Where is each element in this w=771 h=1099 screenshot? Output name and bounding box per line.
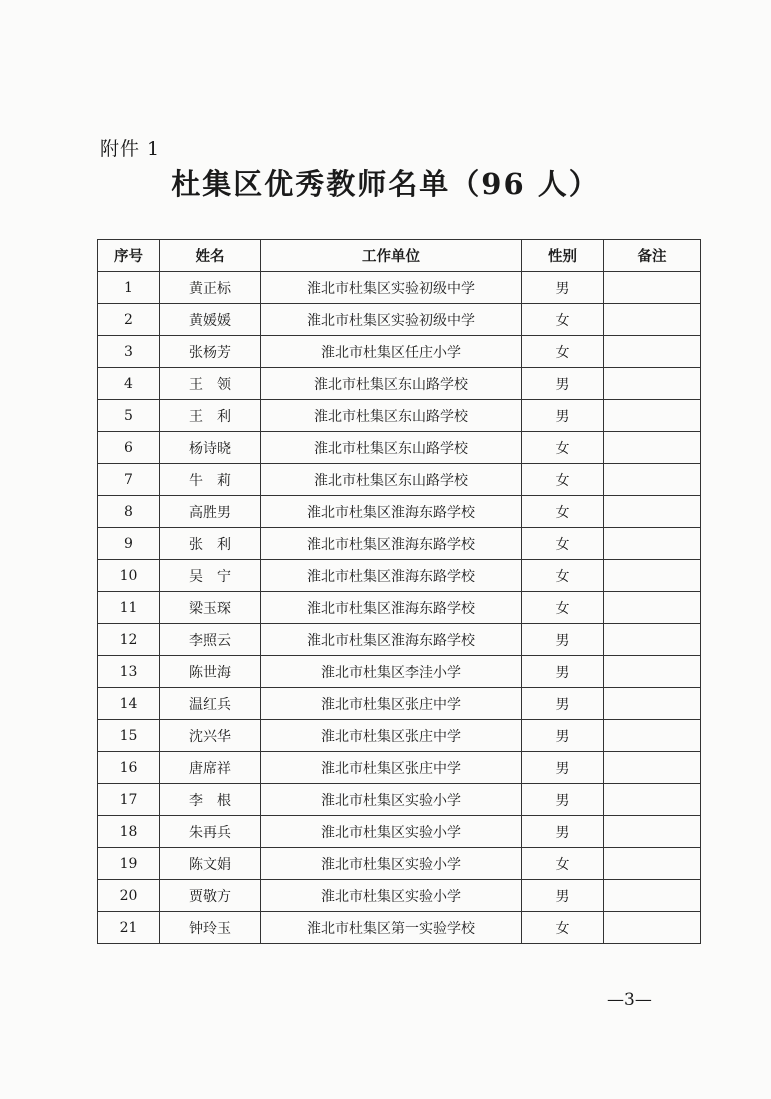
cell-work-unit: 淮北市杜集区东山路学校 [261,464,522,496]
table-row [98,592,701,624]
cell-work-unit: 淮北市杜集区实验初级中学 [261,304,522,336]
table-row [98,720,701,752]
table-row [98,464,701,496]
cell-gender: 女 [522,432,604,464]
table-row [98,880,701,912]
cell-remarks [604,464,701,496]
cell-serial-number: 1 [98,272,160,304]
cell-work-unit: 淮北市杜集区东山路学校 [261,368,522,400]
cell-work-unit: 淮北市杜集区淮海东路学校 [261,528,522,560]
cell-serial-number: 16 [98,752,160,784]
cell-serial-number: 3 [98,336,160,368]
table-row [98,336,701,368]
cell-work-unit: 淮北市杜集区淮海东路学校 [261,624,522,656]
cell-name: 杨诗晓 [160,432,261,464]
cell-gender: 男 [522,272,604,304]
cell-gender: 男 [522,752,604,784]
cell-serial-number: 19 [98,848,160,880]
cell-serial-number: 7 [98,464,160,496]
cell-remarks [604,816,701,848]
cell-name: 王 领 [160,368,261,400]
cell-serial-number: 21 [98,912,160,944]
cell-serial-number: 5 [98,400,160,432]
cell-name: 张杨芳 [160,336,261,368]
cell-remarks [604,784,701,816]
cell-work-unit: 淮北市杜集区实验小学 [261,784,522,816]
table-row [98,560,701,592]
cell-work-unit: 淮北市杜集区实验小学 [261,880,522,912]
cell-work-unit: 淮北市杜集区第一实验学校 [261,912,522,944]
cell-work-unit: 淮北市杜集区淮海东路学校 [261,560,522,592]
cell-gender: 女 [522,848,604,880]
cell-name: 李照云 [160,624,261,656]
cell-gender: 男 [522,816,604,848]
cell-work-unit: 淮北市杜集区张庄中学 [261,720,522,752]
cell-serial-number: 9 [98,528,160,560]
cell-name: 唐席祥 [160,752,261,784]
cell-serial-number: 4 [98,368,160,400]
cell-name: 梁玉琛 [160,592,261,624]
document-title: 杜集区优秀教师名单（96 人） [171,167,600,201]
cell-serial-number: 17 [98,784,160,816]
cell-gender: 女 [522,528,604,560]
table-row [98,752,701,784]
cell-name: 高胜男 [160,496,261,528]
cell-gender: 男 [522,720,604,752]
teacher-roster-table [97,239,701,944]
cell-remarks [604,368,701,400]
cell-gender: 男 [522,624,604,656]
cell-serial-number: 15 [98,720,160,752]
cell-name: 吴 宁 [160,560,261,592]
cell-gender: 女 [522,304,604,336]
cell-work-unit: 淮北市杜集区李洼小学 [261,656,522,688]
cell-remarks [604,336,701,368]
header-name: 姓名 [160,240,261,272]
cell-name: 沈兴华 [160,720,261,752]
page-number: —3— [607,990,652,1010]
cell-gender: 女 [522,592,604,624]
cell-serial-number: 12 [98,624,160,656]
cell-remarks [604,592,701,624]
table-row [98,432,701,464]
cell-remarks [604,624,701,656]
cell-remarks [604,496,701,528]
header-serial-number: 序号 [98,240,160,272]
table-row [98,656,701,688]
cell-remarks [604,272,701,304]
cell-name: 牛 莉 [160,464,261,496]
cell-work-unit: 淮北市杜集区张庄中学 [261,688,522,720]
cell-name: 钟玲玉 [160,912,261,944]
cell-work-unit: 淮北市杜集区实验小学 [261,816,522,848]
cell-name: 陈世海 [160,656,261,688]
cell-gender: 女 [522,464,604,496]
table-row [98,912,701,944]
cell-remarks [604,848,701,880]
table-row [98,304,701,336]
cell-gender: 女 [522,496,604,528]
cell-serial-number: 2 [98,304,160,336]
cell-name: 温红兵 [160,688,261,720]
cell-remarks [604,880,701,912]
table-row [98,528,701,560]
attachment-label: 附件 1 [100,138,161,160]
table-row [98,496,701,528]
cell-gender: 男 [522,688,604,720]
cell-serial-number: 10 [98,560,160,592]
cell-remarks [604,688,701,720]
table-row [98,848,701,880]
cell-serial-number: 6 [98,432,160,464]
cell-remarks [604,560,701,592]
cell-remarks [604,528,701,560]
cell-gender: 女 [522,912,604,944]
cell-gender: 男 [522,784,604,816]
cell-remarks [604,400,701,432]
header-work-unit: 工作单位 [261,240,522,272]
cell-remarks [604,304,701,336]
cell-remarks [604,720,701,752]
cell-name: 张 利 [160,528,261,560]
cell-name: 贾敬方 [160,880,261,912]
cell-work-unit: 淮北市杜集区实验初级中学 [261,272,522,304]
table-row [98,784,701,816]
table-row [98,272,701,304]
cell-work-unit: 淮北市杜集区张庄中学 [261,752,522,784]
cell-name: 黄媛媛 [160,304,261,336]
cell-work-unit: 淮北市杜集区淮海东路学校 [261,592,522,624]
table-row [98,624,701,656]
cell-serial-number: 8 [98,496,160,528]
cell-work-unit: 淮北市杜集区任庄小学 [261,336,522,368]
cell-remarks [604,656,701,688]
cell-remarks [604,432,701,464]
table-row [98,368,701,400]
cell-serial-number: 11 [98,592,160,624]
cell-work-unit: 淮北市杜集区实验小学 [261,848,522,880]
cell-remarks [604,752,701,784]
cell-name: 李 根 [160,784,261,816]
header-gender: 性别 [522,240,604,272]
cell-serial-number: 13 [98,656,160,688]
cell-gender: 女 [522,336,604,368]
table-body [98,272,701,944]
cell-gender: 男 [522,880,604,912]
cell-name: 陈文娟 [160,848,261,880]
cell-gender: 男 [522,368,604,400]
table-header-row [98,240,701,272]
table-row [98,400,701,432]
cell-work-unit: 淮北市杜集区淮海东路学校 [261,496,522,528]
cell-name: 朱再兵 [160,816,261,848]
cell-name: 黄正标 [160,272,261,304]
table-row [98,688,701,720]
cell-gender: 男 [522,656,604,688]
cell-serial-number: 14 [98,688,160,720]
cell-work-unit: 淮北市杜集区东山路学校 [261,400,522,432]
cell-gender: 女 [522,560,604,592]
table-row [98,816,701,848]
header-remarks: 备注 [604,240,701,272]
cell-work-unit: 淮北市杜集区东山路学校 [261,432,522,464]
cell-serial-number: 20 [98,880,160,912]
cell-name: 王 利 [160,400,261,432]
cell-remarks [604,912,701,944]
cell-serial-number: 18 [98,816,160,848]
cell-gender: 男 [522,400,604,432]
